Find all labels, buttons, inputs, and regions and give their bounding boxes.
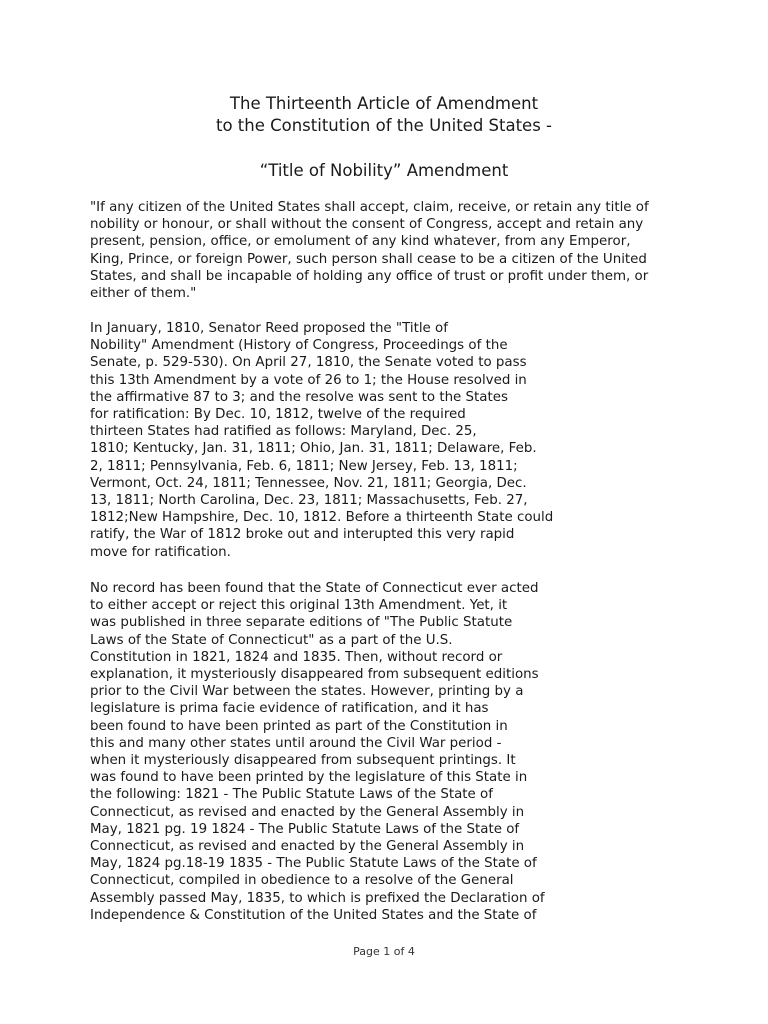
text-line: was published in three separate editions of "The Public Statute xyxy=(90,615,513,631)
text-line: ratify, the War of 1812 broke out and interupted this very rapid xyxy=(90,527,515,543)
document-title xyxy=(0,93,768,137)
text-line: Vermont, Oct. 24, 1811; Tennessee, Nov. 21, 1811; Georgia, Dec. xyxy=(90,475,527,491)
text-line: 1812;New Hampshire, Dec. 10, 1812. Before a thirteenth State could xyxy=(90,510,554,526)
text-line: 2, 1811; Pennsylvania, Feb. 6, 1811; New Jersey, Feb. 13, 1811; xyxy=(90,458,518,474)
text-line: for ratification: By Dec. 10, 1812, twelve of the required xyxy=(90,407,466,423)
text-line: legislature is prima facie evidence of ratification, and it has xyxy=(90,701,489,717)
text-line: "If any citizen of the United States shall accept, claim, receive, or retain any title of xyxy=(90,200,649,215)
text-line: prior to the Civil War between the states. However, printing by a xyxy=(90,684,524,700)
text-line: Laws of the State of Connecticut" as a part of the U.S. xyxy=(90,632,453,648)
history-paragraph xyxy=(90,320,553,561)
text-line: States, and shall be incapable of holding any office of trust or profit under them, or xyxy=(90,268,649,284)
text-line: King, Prince, or foreign Power, such person shall cease to be a citizen of the United xyxy=(90,251,647,267)
page-number: Page 1 of 4 xyxy=(353,945,415,958)
text-line: Assembly passed May, 1835, to which is prefixed the Declaration of xyxy=(90,890,545,906)
text-line: Connecticut, as revised and enacted by the General Assembly in xyxy=(90,804,525,820)
text-line: In January, 1810, Senator Reed proposed the "Title of xyxy=(90,321,448,336)
text-line: No record has been found that the State of Connecticut ever acted xyxy=(90,581,539,596)
text-line: Constitution in 1821, 1824 and 1835. Then, without record or xyxy=(90,649,503,665)
text-line: May, 1821 pg. 19 1824 - The Public Statute Laws of the State of xyxy=(90,821,520,837)
document-subtitle: “Title of Nobility” Amendment xyxy=(259,161,509,180)
text-line: was found to have been printed by the legislature of this State in xyxy=(90,770,528,786)
text-line: when it mysteriously disappeared from subsequent printings. It xyxy=(90,753,516,769)
title-line: The Thirteenth Article of Amendment xyxy=(229,94,539,113)
text-line: Nobility" Amendment (History of Congress, Proceedings of the xyxy=(90,338,508,354)
text-line: the following: 1821 - The Public Statute Laws of the State of xyxy=(90,787,493,803)
connecticut-paragraph xyxy=(90,580,545,924)
text-line: this and many other states until around the Civil War period - xyxy=(90,735,502,751)
text-line: to either accept or reject this original 13th Amendment. Yet, it xyxy=(90,598,508,614)
text-line: thirteen States had ratified as follows: Maryland, Dec. 25, xyxy=(90,424,477,440)
text-line: Connecticut, compiled in obedience to a resolve of the General xyxy=(90,873,514,889)
title-line: to the Constitution of the United States - xyxy=(215,116,553,135)
text-line: move for ratification. xyxy=(90,544,231,560)
text-line: been found to have been printed as part of the Constitution in xyxy=(90,718,508,734)
text-line: Connecticut, as revised and enacted by the General Assembly in xyxy=(90,839,525,855)
text-line: nobility or honour, or shall without the consent of Congress, accept and retain any xyxy=(90,217,644,233)
text-line: Independence & Constitution of the United States and the State of xyxy=(90,907,537,923)
text-line: present, pension, office, or emolument of any kind whatever, from any Emperor, xyxy=(90,234,631,250)
text-line: Senate, p. 529-530). On April 27, 1810, the Senate voted to pass xyxy=(90,355,527,371)
text-line: explanation, it mysteriously disappeared from subsequent editions xyxy=(90,667,539,683)
text-line: May, 1824 pg.18-19 1835 - The Public Statute Laws of the State of xyxy=(90,856,537,872)
text-line: the affirmative 87 to 3; and the resolve was sent to the States xyxy=(90,389,508,405)
text-line: this 13th Amendment by a vote of 26 to 1; the House resolved in xyxy=(90,372,527,388)
text-line: 13, 1811; North Carolina, Dec. 23, 1811; Massachusetts, Feb. 27, xyxy=(90,493,528,509)
quoted-amendment-paragraph xyxy=(90,199,649,302)
text-line: either of them." xyxy=(90,286,197,302)
text-line: 1810; Kentucky, Jan. 31, 1811; Ohio, Jan. 31, 1811; Delaware, Feb. xyxy=(90,441,537,457)
